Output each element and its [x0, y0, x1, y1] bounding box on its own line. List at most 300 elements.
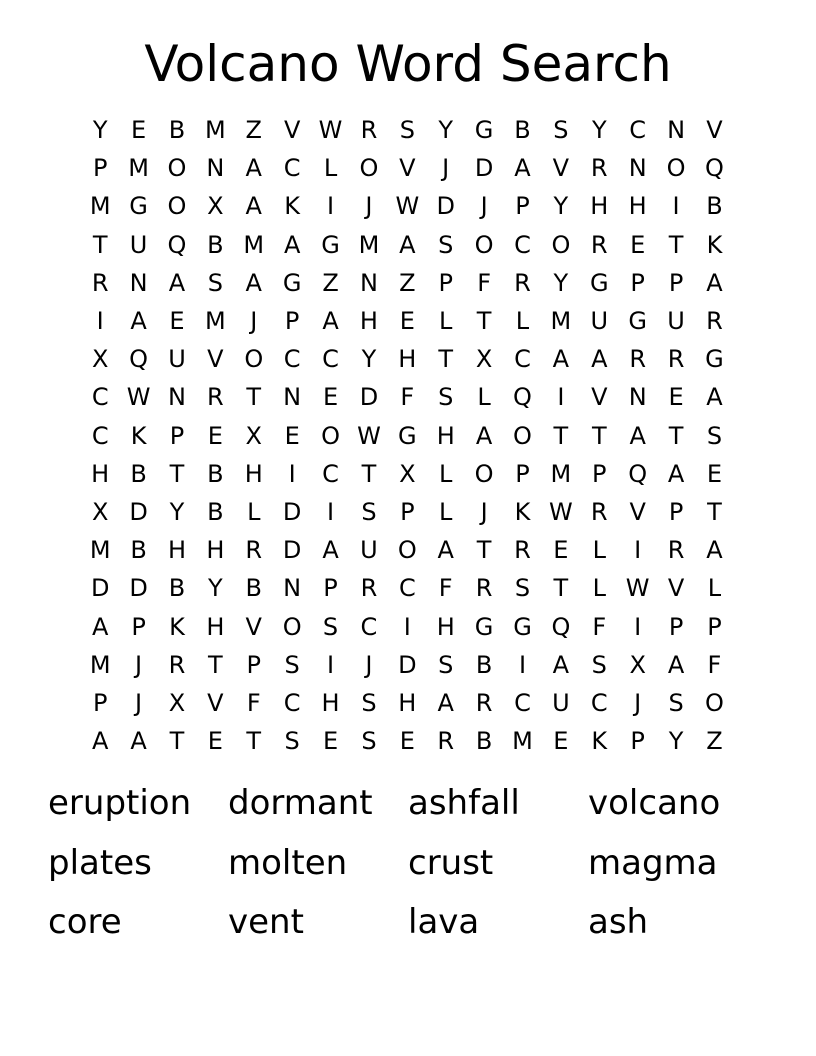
grid-letter: C	[283, 154, 301, 183]
grid-letter: A	[91, 612, 109, 641]
grid-letter: S	[322, 612, 339, 641]
grid-letter: J	[135, 688, 143, 717]
grid-letter: A	[591, 345, 608, 374]
grid-letter: K	[591, 727, 608, 756]
grid-letter: V	[399, 154, 416, 183]
grid-letter: V	[706, 116, 723, 145]
grid-letter: R	[360, 116, 378, 145]
grid-letter: F	[400, 383, 415, 412]
grid-letter: C	[514, 345, 531, 374]
grid-letter: O	[705, 688, 724, 717]
grid-letter: T	[476, 307, 492, 336]
grid-letter: W	[318, 116, 343, 145]
grid-letter: E	[399, 307, 415, 336]
grid-letter: A	[399, 230, 416, 259]
grid-letter: T	[476, 536, 492, 565]
grid-letter: C	[514, 688, 531, 717]
grid-letter: O	[397, 536, 417, 565]
grid-letter: E	[207, 421, 223, 450]
grid-letter: E	[553, 727, 569, 756]
grid-letter: W	[549, 497, 573, 526]
grid-letter: Y	[668, 727, 684, 756]
grid-letter: B	[207, 459, 224, 488]
grid-letter: Z	[245, 116, 262, 145]
grid-letter: R	[629, 345, 646, 374]
grid-letter: S	[284, 727, 300, 756]
grid-letter: Q	[167, 230, 187, 259]
grid-letter: P	[438, 268, 453, 297]
grid-letter: M	[89, 192, 111, 221]
grid-letter: X	[91, 497, 109, 526]
grid-letter: D	[474, 154, 494, 183]
grid-letter: V	[207, 688, 224, 717]
grid-letter: P	[92, 688, 108, 717]
grid-letter: R	[207, 383, 224, 412]
grid-letter: Q	[513, 383, 532, 412]
grid-letter: H	[398, 345, 417, 374]
grid-letter: M	[550, 307, 572, 336]
grid-letter: Z	[322, 268, 339, 297]
grid-letter: M	[205, 116, 226, 145]
word-bank-item: eruption	[48, 783, 192, 823]
grid-letter: H	[590, 192, 609, 221]
grid-letter: I	[327, 650, 335, 679]
grid-letter: I	[403, 612, 411, 641]
grid-letter: H	[359, 307, 378, 336]
grid-letter: C	[590, 688, 608, 717]
grid-letter: Y	[208, 574, 223, 603]
grid-letter: S	[399, 116, 415, 145]
grid-letter: P	[707, 612, 722, 641]
grid-letter: A	[245, 154, 262, 183]
grid-letter: C	[629, 116, 647, 145]
grid-letter: A	[552, 650, 570, 679]
grid-letter: R	[590, 497, 608, 526]
grid-letter: T	[246, 383, 262, 412]
grid-letter: G	[589, 268, 609, 297]
grid-letter: E	[322, 727, 339, 756]
grid-letter: N	[359, 268, 378, 297]
grid-letter: D	[282, 536, 302, 565]
grid-letter: M	[512, 727, 533, 756]
grid-letter: D	[436, 192, 455, 221]
grid-letter: A	[168, 268, 186, 297]
grid-letter: I	[557, 383, 565, 412]
grid-letter: X	[91, 345, 109, 374]
grid-letter: T	[553, 574, 569, 603]
grid-letter: D	[90, 574, 110, 603]
grid-letter: U	[360, 536, 378, 565]
grid-letter: E	[131, 116, 147, 145]
grid-letter: D	[129, 497, 148, 526]
grid-letter: B	[130, 536, 147, 565]
grid-letter: W	[625, 574, 650, 603]
grid-letter: N	[283, 574, 302, 603]
grid-letter: A	[629, 421, 646, 450]
grid-letter: H	[206, 612, 225, 641]
grid-letter: D	[129, 574, 148, 603]
grid-letter: U	[168, 345, 186, 374]
grid-letter: X	[168, 688, 186, 717]
grid-letter: O	[359, 154, 379, 183]
grid-letter: H	[244, 459, 263, 488]
grid-letter: V	[552, 154, 570, 183]
word-bank	[48, 778, 768, 957]
word-bank-item: lava	[408, 902, 480, 942]
grid-letter: O	[474, 459, 494, 488]
word-bank-item: plates	[48, 842, 152, 883]
grid-letter: B	[207, 497, 224, 526]
grid-letter: I	[327, 497, 335, 526]
grid-letter: S	[438, 650, 454, 679]
grid-letter: B	[245, 574, 262, 603]
grid-letter: P	[169, 421, 185, 450]
grid-letter: B	[168, 574, 186, 603]
grid-letter: O	[666, 154, 686, 183]
grid-letter: L	[477, 383, 491, 412]
grid-letter: I	[96, 307, 104, 336]
grid-letter: Y	[92, 116, 108, 145]
grid-letter: G	[282, 268, 302, 297]
grid-letter: Z	[706, 727, 723, 756]
grid-letter: A	[706, 536, 723, 565]
grid-letter: P	[323, 574, 338, 603]
grid-letter: A	[130, 727, 147, 756]
grid-letter: H	[206, 536, 225, 565]
grid-letter: W	[395, 192, 420, 221]
grid-letter: L	[439, 307, 453, 336]
grid-letter: E	[322, 383, 339, 412]
grid-letter: I	[634, 536, 642, 565]
grid-letter: E	[553, 536, 569, 565]
grid-letter: E	[207, 727, 223, 756]
grid-letter: G	[474, 116, 494, 145]
grid-letter: A	[91, 727, 109, 756]
grid-letter: O	[282, 612, 302, 641]
grid-letter: L	[707, 574, 722, 603]
grid-letter: H	[436, 612, 455, 641]
grid-letter: F	[477, 268, 491, 297]
grid-letter: J	[480, 192, 488, 221]
grid-letter: C	[91, 383, 109, 412]
grid-letter: P	[284, 307, 300, 336]
grid-letter: S	[361, 497, 377, 526]
grid-letter: P	[630, 268, 645, 297]
grid-letter: R	[514, 536, 531, 565]
grid-letter: P	[131, 612, 146, 641]
word-bank-item: ash	[588, 902, 649, 942]
grid-letter: Q	[551, 612, 571, 641]
grid-letter: M	[205, 307, 226, 336]
grid-letter: N	[129, 268, 148, 297]
grid-letter: U	[552, 688, 570, 717]
grid-letter: K	[169, 612, 185, 641]
grid-letter: R	[437, 727, 455, 756]
grid-letter: J	[442, 154, 450, 183]
page-title: Volcano Word Search	[144, 35, 672, 93]
grid-letter: P	[246, 650, 261, 679]
grid-letter: B	[168, 116, 186, 145]
grid-letter: B	[706, 192, 723, 221]
grid-letter: D	[282, 497, 302, 526]
grid-letter: B	[130, 459, 147, 488]
grid-letter: M	[89, 536, 111, 565]
grid-letter: J	[365, 192, 373, 221]
grid-letter: G	[705, 345, 724, 374]
word-bank-item: magma	[588, 842, 718, 883]
grid-letter: V	[667, 574, 685, 603]
grid-letter: E	[169, 307, 185, 336]
grid-letter: P	[515, 192, 530, 221]
grid-letter: H	[628, 192, 647, 221]
grid-letter: T	[553, 421, 569, 450]
grid-letter: T	[169, 727, 185, 756]
grid-letter: X	[629, 650, 646, 679]
grid-letter: C	[283, 688, 301, 717]
grid-letter: M	[550, 459, 572, 488]
grid-letter: F	[707, 650, 722, 679]
grid-letter: O	[513, 421, 532, 450]
grid-letter: B	[475, 727, 493, 756]
grid-letter: R	[245, 536, 263, 565]
grid-letter: K	[284, 192, 301, 221]
grid-letter: H	[398, 688, 417, 717]
grid-letter: Q	[705, 154, 724, 183]
grid-letter: S	[361, 688, 377, 717]
grid-letter: X	[245, 421, 262, 450]
grid-letter: Y	[591, 116, 607, 145]
word-bank-item: core	[48, 902, 122, 942]
grid-letter: R	[667, 536, 685, 565]
grid-letter: S	[284, 650, 300, 679]
grid-letter: U	[667, 307, 685, 336]
grid-letter: O	[321, 421, 340, 450]
grid-letter: M	[358, 230, 380, 259]
grid-letter: G	[474, 612, 494, 641]
grid-letter: S	[438, 383, 454, 412]
grid-letter: G	[129, 192, 148, 221]
grid-letter: I	[518, 650, 527, 679]
grid-letter: K	[514, 497, 531, 526]
grid-letter: O	[551, 230, 571, 259]
grid-letter: L	[439, 459, 453, 488]
grid-letter: P	[668, 268, 684, 297]
grid-letter: L	[515, 307, 530, 336]
grid-letter: R	[514, 268, 531, 297]
grid-letter: F	[592, 612, 607, 641]
grid-letter: U	[590, 307, 609, 336]
grid-letter: T	[92, 230, 108, 259]
grid-letter: X	[207, 192, 224, 221]
grid-letter: A	[322, 536, 339, 565]
grid-letter: J	[480, 497, 488, 526]
grid-letter: A	[552, 345, 570, 374]
grid-letter: E	[399, 727, 415, 756]
grid-letter: B	[514, 116, 531, 145]
grid-letter: R	[168, 650, 186, 679]
grid-letter: J	[365, 650, 373, 679]
grid-letter: T	[707, 497, 722, 526]
grid-letter: A	[437, 536, 454, 565]
grid-letter: N	[628, 154, 647, 183]
grid-letter: V	[629, 497, 646, 526]
grid-letter: W	[357, 421, 381, 450]
grid-letter: S	[438, 230, 454, 259]
grid-letter: J	[250, 307, 258, 336]
grid-letter: B	[207, 230, 224, 259]
grid-letter: W	[126, 383, 151, 412]
grid-letter: T	[668, 421, 684, 450]
grid-letter: S	[207, 268, 223, 297]
grid-letter: Y	[553, 268, 569, 297]
grid-letter: O	[167, 192, 187, 221]
grid-letter: Y	[553, 192, 569, 221]
grid-letter: L	[592, 536, 606, 565]
grid-letter: A	[475, 421, 493, 450]
grid-letter: C	[398, 574, 416, 603]
grid-letter: N	[667, 116, 686, 145]
grid-letter: Z	[399, 268, 416, 297]
grid-letter: L	[247, 497, 261, 526]
grid-letter: F	[438, 574, 453, 603]
grid-letter: X	[475, 345, 493, 374]
grid-letter: A	[706, 383, 723, 412]
grid-letter: D	[398, 650, 417, 679]
grid-letter: C	[91, 421, 109, 450]
grid-letter: O	[167, 154, 187, 183]
grid-letter: H	[436, 421, 455, 450]
grid-letter: S	[514, 574, 531, 603]
grid-letter: G	[398, 421, 417, 450]
grid-letter: S	[361, 727, 377, 756]
grid-letter: H	[167, 536, 186, 565]
grid-letter: I	[288, 459, 296, 488]
grid-letter: N	[168, 383, 186, 412]
grid-letter: A	[514, 154, 531, 183]
grid-letter: O	[474, 230, 494, 259]
word-bank-item: dormant	[228, 783, 373, 823]
grid-letter: L	[592, 574, 606, 603]
grid-letter: P	[630, 727, 645, 756]
grid-letter: N	[206, 154, 225, 183]
grid-letter: A	[245, 268, 262, 297]
grid-letter: E	[706, 459, 723, 488]
grid-letter: Y	[169, 497, 185, 526]
grid-letter: C	[514, 230, 531, 259]
grid-letter: S	[553, 116, 569, 145]
grid-letter: P	[668, 612, 684, 641]
grid-letter: A	[283, 230, 301, 259]
grid-letter: E	[668, 383, 684, 412]
grid-letter: I	[634, 612, 642, 641]
grid-letter: C	[322, 345, 339, 374]
grid-letter: R	[667, 345, 685, 374]
grid-letter: J	[634, 688, 642, 717]
grid-letter: P	[668, 497, 684, 526]
grid-letter: Y	[438, 116, 454, 145]
grid-letter: P	[92, 154, 108, 183]
grid-letter: Q	[628, 459, 648, 488]
grid-letter: T	[246, 727, 262, 756]
grid-letter: C	[360, 612, 378, 641]
grid-letter: S	[706, 421, 723, 450]
grid-letter: H	[321, 688, 340, 717]
grid-letter: T	[668, 230, 684, 259]
grid-letter: H	[91, 459, 110, 488]
grid-letter: L	[439, 497, 453, 526]
grid-letter: L	[323, 154, 338, 183]
letter-grid	[81, 111, 734, 760]
grid-letter: A	[667, 459, 685, 488]
grid-letter: S	[591, 650, 607, 679]
grid-letter: A	[437, 688, 454, 717]
grid-letter: B	[475, 650, 493, 679]
word-bank-item: ashfall	[408, 783, 520, 823]
grid-letter: O	[244, 345, 264, 374]
grid-letter: R	[475, 574, 493, 603]
grid-letter: C	[283, 345, 301, 374]
grid-letter: E	[284, 421, 300, 450]
grid-letter: A	[130, 307, 147, 336]
grid-letter: R	[706, 307, 723, 336]
grid-letter: R	[360, 574, 378, 603]
grid-letter: D	[359, 383, 379, 412]
grid-letter: M	[128, 154, 149, 183]
grid-letter: K	[130, 421, 147, 450]
grid-letter: F	[246, 688, 261, 717]
grid-letter: Q	[129, 345, 149, 374]
grid-letter: A	[322, 307, 339, 336]
grid-letter: N	[283, 383, 302, 412]
grid-letter: V	[245, 612, 262, 641]
grid-letter: N	[628, 383, 647, 412]
grid-letter: G	[628, 307, 647, 336]
grid-letter: P	[400, 497, 415, 526]
grid-letter: C	[322, 459, 339, 488]
grid-letter: G	[321, 230, 340, 259]
grid-letter: A	[245, 192, 262, 221]
grid-letter: T	[591, 421, 607, 450]
grid-letter: U	[129, 230, 148, 259]
grid-letter: M	[243, 230, 265, 259]
grid-letter: S	[668, 688, 684, 717]
grid-letter: R	[590, 154, 608, 183]
grid-letter: T	[438, 345, 454, 374]
word-bank-item: volcano	[588, 783, 721, 823]
grid-letter: R	[475, 688, 493, 717]
grid-letter: P	[592, 459, 607, 488]
grid-letter: V	[207, 345, 224, 374]
grid-letter: A	[667, 650, 685, 679]
grid-letter: M	[89, 650, 111, 679]
grid-letter: P	[515, 459, 530, 488]
grid-letter: Y	[361, 345, 377, 374]
grid-letter: J	[135, 650, 143, 679]
grid-letter: I	[327, 192, 335, 221]
word-bank-item: vent	[228, 902, 304, 942]
grid-letter: G	[513, 612, 532, 641]
grid-letter: X	[399, 459, 416, 488]
word-bank-item: crust	[408, 842, 494, 883]
word-bank-item: molten	[228, 842, 348, 883]
grid-letter: R	[590, 230, 608, 259]
grid-letter: T	[169, 459, 185, 488]
grid-letter: R	[91, 268, 109, 297]
grid-letter: K	[706, 230, 723, 259]
grid-letter: T	[361, 459, 377, 488]
grid-letter: A	[706, 268, 723, 297]
grid-letter: V	[591, 383, 608, 412]
